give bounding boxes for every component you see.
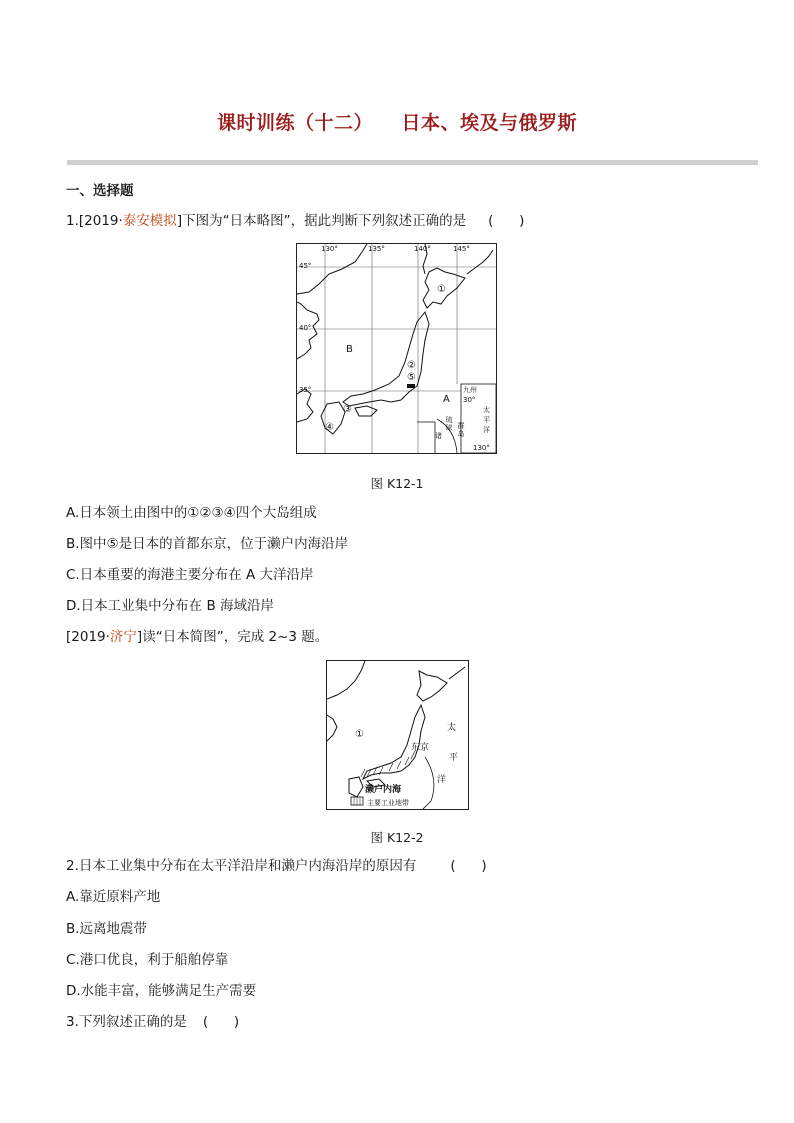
inset-label-tai: 太 xyxy=(483,406,490,414)
answer-paren: ( ) xyxy=(202,1014,240,1030)
marker-1: ① xyxy=(437,284,446,295)
inset-label-islands: 群岛 xyxy=(457,422,465,438)
lat-label-45: 45° xyxy=(299,262,312,270)
marker-2: ② xyxy=(407,360,416,371)
japan-sketch-map-1 xyxy=(296,243,497,454)
figure-2-caption: 图 K12-2 xyxy=(370,830,424,845)
source-open: [2019· xyxy=(66,629,110,645)
question-text: 3.下列叙述正确的是 xyxy=(66,1014,187,1030)
inset-lon-130: 130° xyxy=(473,444,490,452)
q1-option-a: A.日本领土由图中的①②③④四个大岛组成 xyxy=(66,505,317,521)
label-tai: 太 xyxy=(447,723,457,733)
inset-label-zhu: 诸 xyxy=(435,432,442,440)
answer-paren: ( ) xyxy=(488,213,525,229)
q2-option-b: B.远离地震带 xyxy=(66,921,148,937)
intro-questions-2-3 xyxy=(66,628,328,646)
label-yang: 洋 xyxy=(437,775,447,785)
inset-kyushu-label: 九州 xyxy=(463,386,477,394)
section-heading: 一、选择题 xyxy=(66,183,134,199)
source-place: 济宁 xyxy=(109,629,137,645)
q1-option-b: B.图中⑤是日本的首都东京，位于濑户内海沿岸 xyxy=(66,536,349,552)
label-seto-inland-sea: 濑户内海 xyxy=(365,785,402,795)
lon-label-130: 130° xyxy=(321,245,338,253)
inset-label-ping: 平 xyxy=(483,416,490,424)
question-number: 1. xyxy=(66,213,79,229)
marker-5: ⑤ xyxy=(407,372,416,383)
source-close: ] xyxy=(176,213,183,229)
label-ocean-a: A xyxy=(443,394,450,405)
lat-label-35: 35° xyxy=(299,386,312,394)
source-open: [2019· xyxy=(78,213,123,229)
source-place: 泰安模拟 xyxy=(122,213,177,229)
q2-option-d: D.水能丰富，能够满足生产需要 xyxy=(66,983,257,999)
lat-label-40: 40° xyxy=(299,324,312,332)
source-close: ] xyxy=(136,629,143,645)
figure-1-caption: 图 K12-1 xyxy=(370,476,424,491)
marker-4: ④ xyxy=(325,422,334,433)
label-ping: 平 xyxy=(449,753,459,763)
q1-option-c: C.日本重要的海港主要分布在 A 大洋沿岸 xyxy=(66,567,314,583)
title-divider xyxy=(67,160,758,165)
q1-option-d: D.日本工业集中分布在 B 海域沿岸 xyxy=(66,598,275,614)
marker-3: ③ xyxy=(343,404,352,415)
label-tokyo: 东京 xyxy=(411,743,430,753)
japan-sketch-map-2 xyxy=(326,660,469,810)
q2-option-c: C.港口优良，利于船舶停靠 xyxy=(66,952,229,968)
question-2-stem xyxy=(66,857,487,875)
marker-1: ① xyxy=(355,729,364,740)
lon-label-140: 140° xyxy=(414,245,431,253)
answer-paren: ( ) xyxy=(450,858,487,874)
label-sea-b: B xyxy=(346,344,353,355)
question-text: 下图为“日本略图”，据此判断下列叙述正确的是 xyxy=(182,213,467,229)
question-text: 2.日本工业集中分布在太平洋沿岸和濑户内海沿岸的原因有 xyxy=(66,858,417,874)
lon-label-135: 135° xyxy=(368,245,385,253)
intro-text: 读“日本简图”，完成 2~3 题。 xyxy=(142,629,329,645)
legend-industrial-belt: 主要工业地带 xyxy=(367,799,409,807)
inset-label-yang: 洋 xyxy=(483,426,490,434)
page-title: 课时训练（十二） 日本、埃及与俄罗斯 xyxy=(217,112,577,134)
lon-label-145: 145° xyxy=(453,245,470,253)
lat-label-30: 30° xyxy=(463,396,476,404)
q2-option-a: A.靠近原料产地 xyxy=(66,889,161,905)
question-1-stem xyxy=(66,212,524,230)
question-3-stem xyxy=(66,1013,239,1031)
inset-label-ryukyu: 琉球 xyxy=(445,416,453,432)
